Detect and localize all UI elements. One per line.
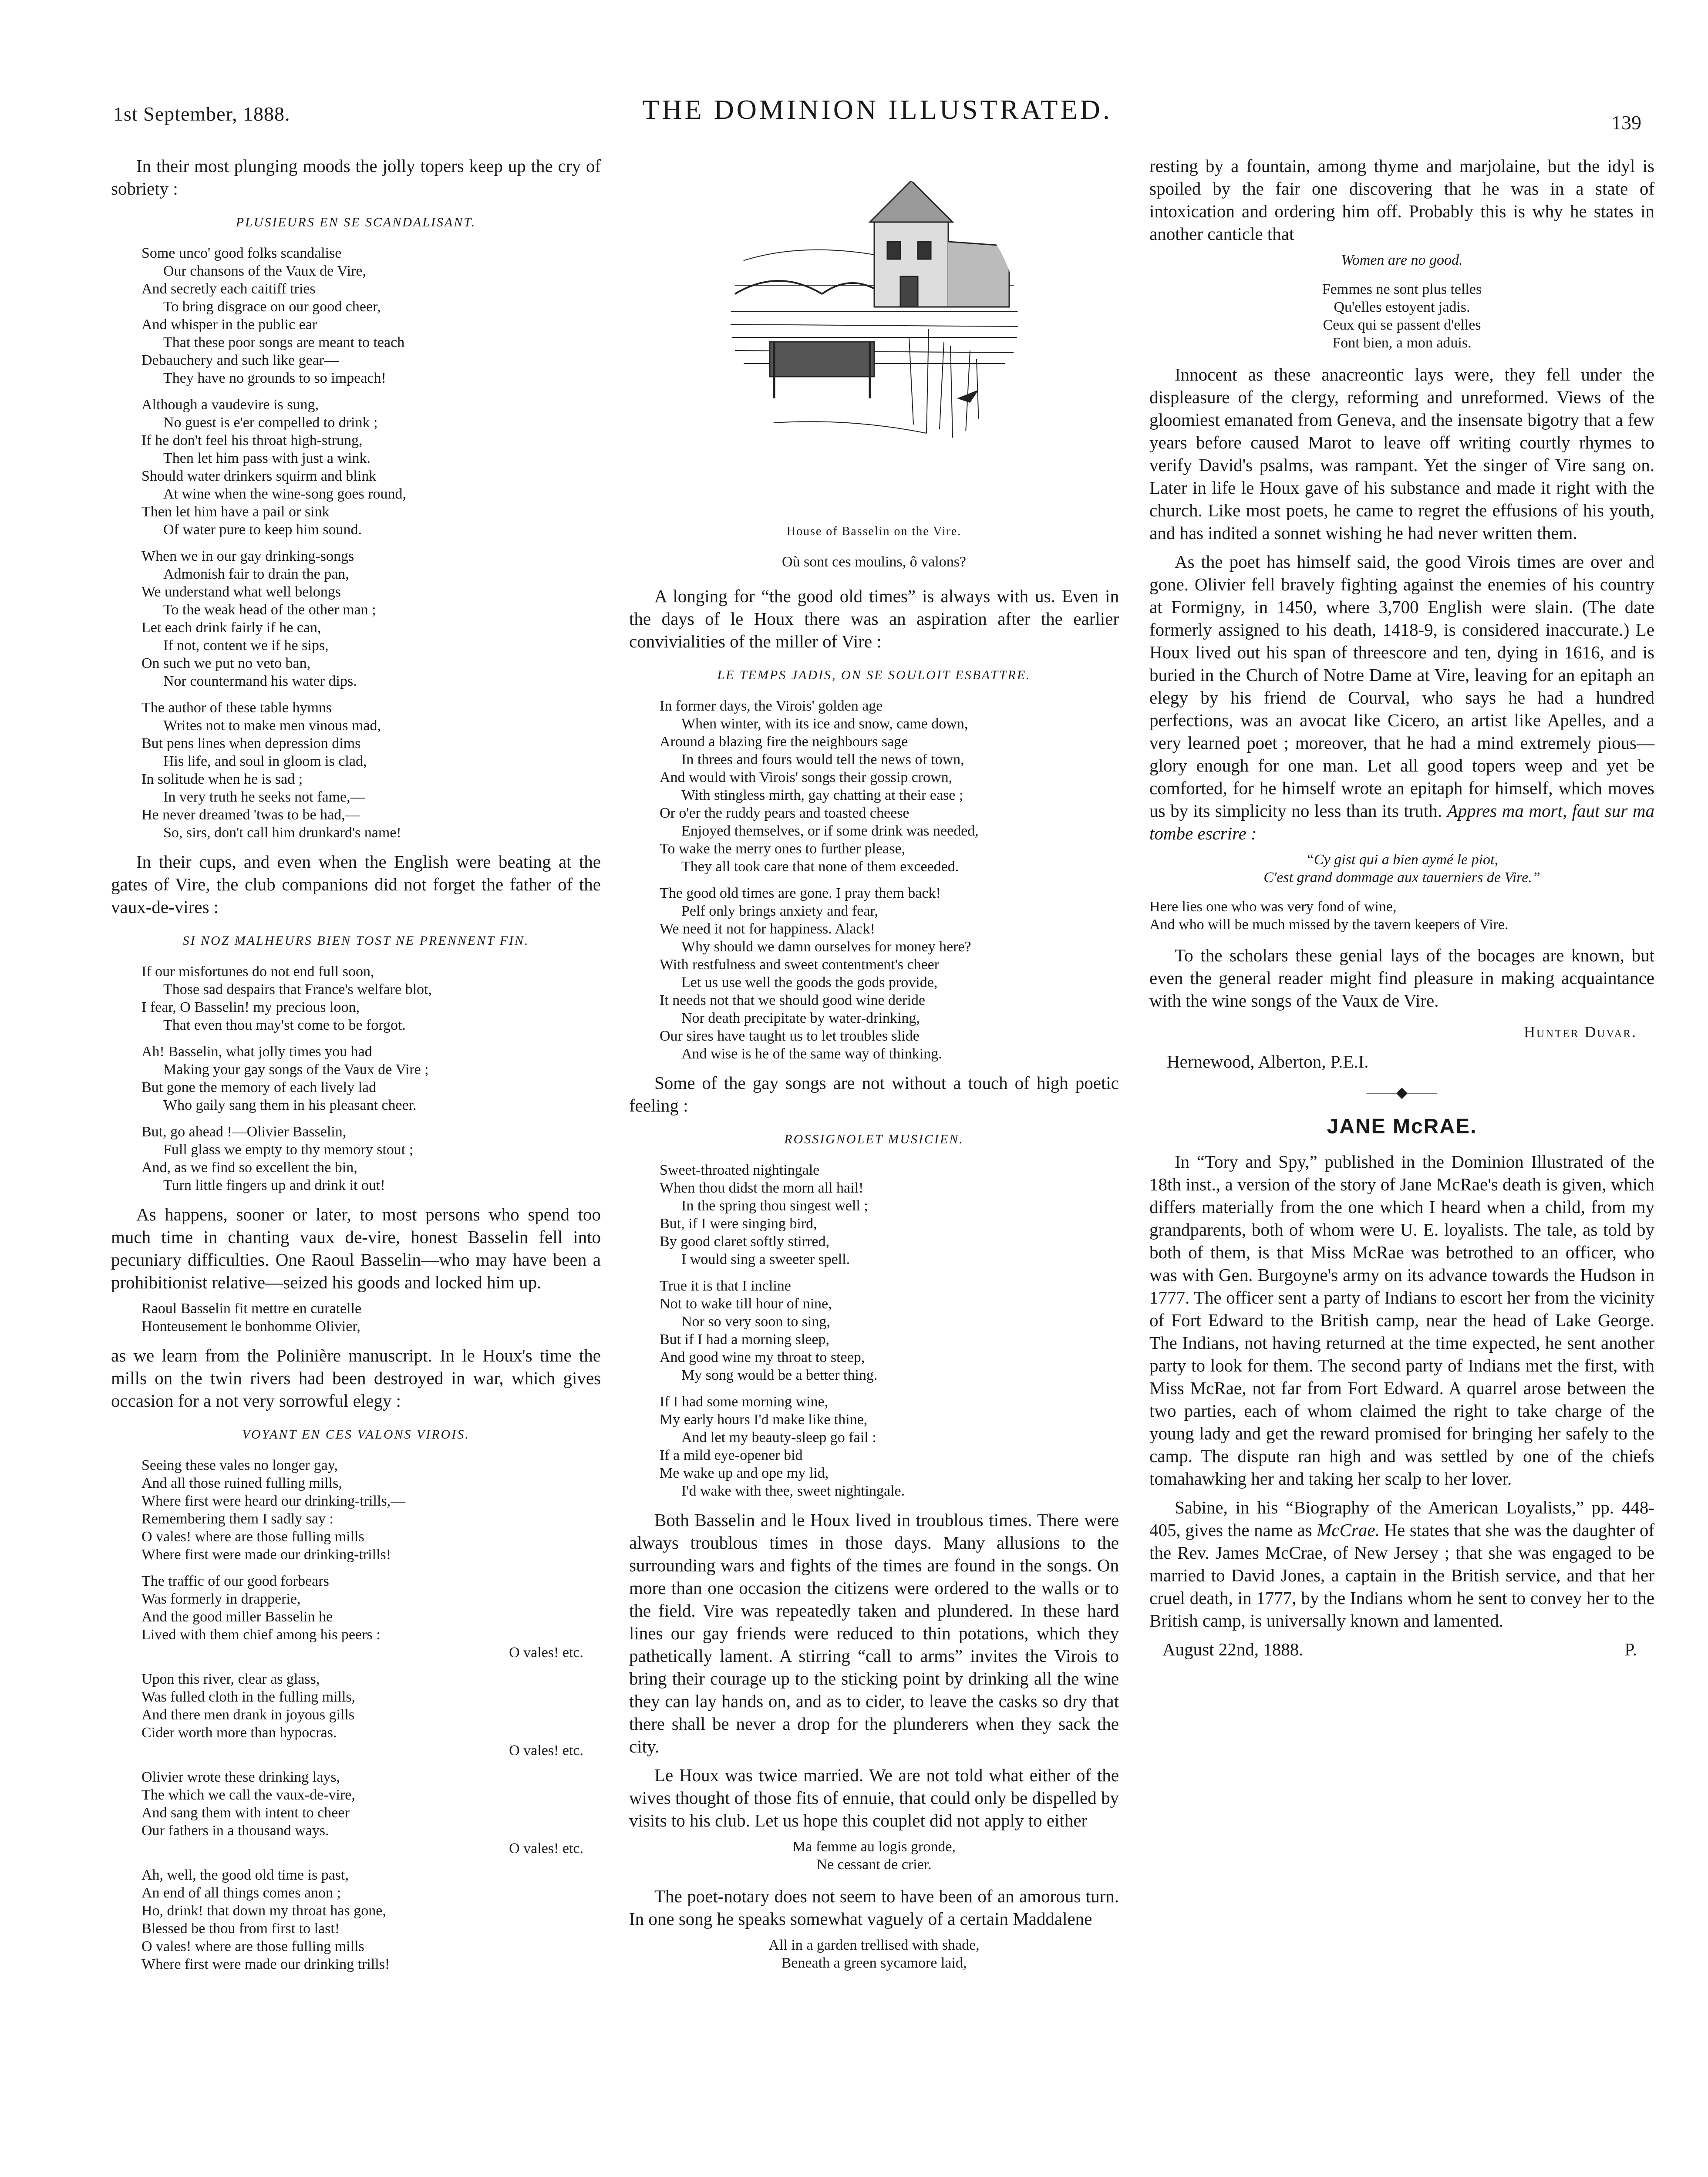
verse-line: Qu'elles estoyent jadis. xyxy=(1334,299,1470,315)
verse-line: That even thou may'st come to be forgot. xyxy=(163,1017,406,1033)
verse-line: Why should we damn ourselves for money here? xyxy=(681,939,971,955)
verse-line: Then let him have a pail or sink xyxy=(141,504,330,520)
verse-line: Remembering them I sadly say : xyxy=(141,1511,334,1527)
verse-line: Our chansons of the Vaux de Vire, xyxy=(163,263,366,279)
verse-line: Of water pure to keep him sound. xyxy=(163,522,362,538)
italic-text: Appres ma mort, faut sur ma tombe escrire : xyxy=(1149,801,1655,843)
verse-line: Let us use well the goods the gods provide, xyxy=(681,974,938,991)
french-couplet xyxy=(629,1838,1119,1874)
letter-footer xyxy=(1162,1638,1637,1661)
verse-line: If a mild eye-opener bid xyxy=(660,1447,803,1463)
paragraph: In their cups, and even when the English were beating at the gates of Vire, the club companions did not forget the father of the vaux-de-vires : xyxy=(111,852,601,917)
verse-line: They have no grounds to so impeach! xyxy=(163,370,386,386)
verse-line: But, if I were singing bird, xyxy=(660,1216,817,1232)
article-title: JANE McRAE. xyxy=(1327,1115,1477,1138)
verse-line: By good claret softly stirred, xyxy=(660,1233,829,1250)
verse-line: I'd wake with thee, sweet nightingale. xyxy=(681,1483,905,1499)
verse-line: Upon this river, clear as glass, xyxy=(141,1671,320,1687)
verse-line: Enjoyed themselves, or if some drink was needed, xyxy=(681,823,979,839)
verse-line: Nor countermand his water dips. xyxy=(163,673,357,689)
verse-line: Where first were heard our drinking-trills,— xyxy=(141,1493,406,1509)
verse-line: And who will be much missed by the tavern keepers of Vire. xyxy=(1149,917,1509,933)
verse-line: The which we call the vaux-de-vire, xyxy=(141,1787,355,1803)
verse-line: An end of all things comes anon ; xyxy=(141,1885,341,1901)
verse-line: Nor so very soon to sing, xyxy=(681,1314,830,1330)
poem xyxy=(111,244,601,842)
verse-line: Where first were made our drinking-trills! xyxy=(141,1547,391,1563)
verse-line: Writes not to make men vinous mad, xyxy=(163,718,381,734)
verse-line: And would with Virois' songs their gossip crown, xyxy=(660,769,953,785)
verse-line: At wine when the wine-song goes round, xyxy=(163,486,407,502)
stanza xyxy=(660,697,1119,876)
stanza xyxy=(141,547,601,690)
verse-line: Ah! Basselin, what jolly times you had xyxy=(141,1044,372,1060)
paragraph-text: Sabine, in his “Biography of the American Loyalists,” pp. 448-405, gives the name as xyxy=(1149,1497,1654,1540)
verse-line: Turn little fingers up and drink it out! xyxy=(163,1177,385,1193)
verse-line: The good old times are gone. I pray them back! xyxy=(660,885,941,901)
paragraph: A longing for “the good old times” is always with us. Even in the days of le Houx there was an aspiration after the earlier convivialities of the miller of Vire : xyxy=(629,586,1119,651)
verse-line: Ho, drink! that down my throat has gone, xyxy=(141,1903,386,1919)
stanza xyxy=(660,1277,1119,1384)
italic-text: McCrae. xyxy=(1317,1520,1380,1540)
verse-line: Ceux qui se passent d'elles xyxy=(1323,317,1481,333)
paragraph-text: He states that she was the daughter of the Rev. James McCrae, of New Jersey ; that she was engaged to be married to David Jones, a captain in the British service, and that her cruel death, in 1777, by the Indians whom he sent to convey her to the British camp, is universally known and lamented. xyxy=(1149,1520,1655,1631)
verse-line: Nor death precipitate by water-drinking, xyxy=(681,1010,920,1026)
verse-line: It needs not that we should good wine deride xyxy=(660,992,925,1008)
paragraph: Some of the gay songs are not without a touch of high poetic feeling : xyxy=(629,1073,1119,1115)
verse-line: Honteusement le bonhomme Olivier, xyxy=(141,1318,360,1335)
verse-line: I fear, O Basselin! my precious loon, xyxy=(141,999,360,1015)
column-3 xyxy=(1149,155,1654,1661)
verse-line: My song would be a better thing. xyxy=(681,1367,878,1383)
verse-line: And wise is he of the same way of thinking. xyxy=(681,1046,942,1062)
verse-line: My early hours I'd make like thine, xyxy=(660,1412,868,1428)
verse-line: Making your gay songs of the Vaux de Vire ; xyxy=(163,1062,429,1078)
stanza xyxy=(141,963,601,1034)
verse-couplet xyxy=(629,1936,1119,1972)
verse-line: In former days, the Virois' golden age xyxy=(660,698,883,714)
verse-line: So, sirs, don't call him drunkard's name! xyxy=(163,825,401,841)
verse-line: Our fathers in a thousand ways. xyxy=(141,1823,329,1839)
verse-line: Debauchery and such like gear— xyxy=(141,352,339,368)
verse-line: And good wine my throat to steep, xyxy=(660,1349,865,1365)
verse-line: To bring disgrace on our good cheer, xyxy=(163,299,381,315)
verse-line: But gone the memory of each lively lad xyxy=(141,1079,377,1095)
stanza xyxy=(141,1123,601,1194)
verse-line: But if I had a morning sleep, xyxy=(660,1331,829,1348)
paragraph: Both Basselin and le Houx lived in troublous times. There were always troublous times in those days. Many allusions to the surrounding wars and fights of the times are found in the songs. On more than one occasion the citizens were ordered to the walls or to the field. Vire was repeatedly taken and plundered. In these hard lines our gay friends were reduced to thin potations, which they pathetically lament. A stirring “call to arms” invites the Virois to bring their courage up to the sticking point by drinking all the wine they can lay hands on, and as to cider, to leave the casks so dry that there shall be never a drop for the plunderers when they sack the city. xyxy=(629,1510,1119,1756)
verse-line: I would sing a sweeter spell. xyxy=(681,1251,850,1267)
poem-title: LE TEMPS JADIS, ON SE SOULOIT ESBATTRE. xyxy=(717,668,1031,682)
verse-line: When thou didst the morn all hail! xyxy=(660,1180,864,1196)
verse-line: To the weak head of the other man ; xyxy=(163,602,376,618)
verse-line: In the spring thou singest well ; xyxy=(681,1198,868,1214)
verse-line: We understand what well belongs xyxy=(141,584,341,600)
letter-date: August 22nd, 1888. xyxy=(1162,1639,1304,1659)
verse-line: But pens lines when depression dims xyxy=(141,735,361,752)
verse-line: That these poor songs are meant to teach xyxy=(163,334,405,350)
verse-line: Was formerly in drapperie, xyxy=(141,1591,301,1607)
verse-line: And let my beauty-sleep go fail : xyxy=(681,1429,876,1446)
verse-line: Some unco' good folks scandalise xyxy=(141,245,342,261)
verse-line: Our sires have taught us to let troubles slide xyxy=(660,1028,920,1044)
paragraph: Innocent as these anacreontic lays were, they fell under the displeasure of the clergy, reforming and unreformed. Views of the gloomiest emanated from Geneva, and the insensate bigotry that a few years before caused Marot to leave off writing courtly rhymes to verify David's psalms, was rampant. Yet the singer of Vire sang on. Later in life le Houx gave of his substance and made it right with the church. Like most poets, he came to regret the effusions of his youth, and has indited a sonnet wishing he had never written them. xyxy=(1149,364,1654,543)
verse-line: If I had some morning wine, xyxy=(660,1394,829,1410)
verse-line: And, as we find so excellent the bin, xyxy=(141,1159,357,1176)
paragraph: To the scholars these genial lays of the bocages are known, but even the general reader might find pleasure in making acquaintance with the wine songs of the Vaux de Vire. xyxy=(1149,945,1654,1011)
paragraph: In “Tory and Spy,” published in the Dominion Illustrated of the 18th inst., a version of the story of Jane McRae's death is given, which differs materially from the one which I heard when a child, from my grandparents, both of whom were U. E. loyalists. The tale, as told by both of them, is that Miss McRae was betrothed to an officer, who was with Gen. Burgoyne's army on its advance towards the Hudson in 1777. The officer sent a party of Indians to escort her from the vicinity of Fort Edward to the British camp, near the head of Lake George. The Indians, not having returned at the time expected, he sent another party to look for them. The second party of Indians met the first, with Miss McRae, not far from Fort Edward. A quarrel arose between the two parties, each of whom claimed the right to take charge of the young lady and get the reward promised for bringing her safely to the camp. The dispute ran high and was settled by one of the chiefs tomahawking her and taking her scalp to her lover. xyxy=(1149,1152,1654,1489)
header-date: 1st September, 1888. xyxy=(113,103,290,125)
verse-line: The author of these table hymns xyxy=(141,700,332,716)
poem-title: ROSSIGNOLET MUSICIEN. xyxy=(784,1132,964,1146)
paragraph: The poet-notary does not seem to have been of an amorous turn. In one song he speaks somewhat vaguely of a certain Maddalene xyxy=(629,1886,1119,1929)
verse-line: Those sad despairs that France's welfare blot, xyxy=(163,981,432,998)
verse-line: No guest is e'er compelled to drink ; xyxy=(163,415,378,431)
verse-line: If he don't feel his throat high-strung, xyxy=(141,432,363,448)
paragraph: In their most plunging moods the jolly topers keep up the cry of sobriety : xyxy=(111,156,601,199)
verse-line: Femmes ne sont plus telles xyxy=(1322,281,1482,297)
verse-line: O vales! etc. xyxy=(509,1645,583,1661)
french-couplet xyxy=(141,1300,601,1335)
page-number: 139 xyxy=(1611,111,1641,134)
paragraph: As happens, sooner or later, to most persons who spend too much time in chanting vaux de-vire, honest Basselin fell into pecuniary difficulties. One Raoul Basselin—who may have been a prohibitionist relative—seized his goods and locked him up. xyxy=(111,1204,601,1292)
verse-line: Although a vaudevire is sung, xyxy=(141,397,319,413)
verse-line: Ma femme au logis gronde, xyxy=(792,1839,956,1855)
verse-line: O vales! where are those fulling mills xyxy=(141,1938,364,1955)
verse-line: C'est grand dommage aux tauerniers de Vire.” xyxy=(1263,869,1540,886)
paragraph xyxy=(1149,1496,1654,1632)
author-location: Hernewood, Alberton, P.E.I. xyxy=(1167,1051,1369,1072)
epitaph xyxy=(1149,851,1654,886)
engraving-illustration xyxy=(709,155,1040,512)
stanza xyxy=(660,884,1119,1063)
verse-line: Was fulled cloth in the fulling mills, xyxy=(141,1689,356,1705)
verse-line: If not, content we if he sips, xyxy=(163,637,329,654)
verse-line: Should water drinkers squirm and blink xyxy=(141,468,377,484)
stanza xyxy=(141,1043,601,1114)
paragraph-text: As the poet has himself said, the good Virois times are over and gone. Olivier fell bravely fighting against the enemies of his country at Formigny, in 1450, where 3,700 English were slain. (The date formerly assigned to his death, 1418-9, is considered inaccurate.) Le Houx lived out his span of threescore and ten, dying in 1616, and is buried in the Church of Notre Dame at Vire, leaving for an epitaph an elegy by his friend de Courval, who says he had a hundred perfections, was an avocat like Cicero, an artist like Apelles, and a very learned poet ; moreover, that he had a mind extremely pious—glory enough for one man. Let all good topers weep and yet be comforted, for he himself wrote an epitaph for himself, which moves us by its simplicity no less than its truth. xyxy=(1149,552,1654,821)
verse-line: His life, and soul in gloom is clad, xyxy=(163,753,367,769)
verse-line: With stingless mirth, gay chatting at their ease ; xyxy=(681,787,963,803)
verse-line: And the good miller Basselin he xyxy=(141,1609,333,1625)
poem xyxy=(111,963,601,1194)
epitaph-translation xyxy=(1149,898,1654,933)
stanza xyxy=(141,699,601,842)
verse-line: Where first were made our drinking trills! xyxy=(141,1956,390,1972)
verse-line: Or o'er the ruddy pears and toasted cheese xyxy=(660,805,910,821)
column-1 xyxy=(111,155,601,1982)
verse-line: Raoul Basselin fit mettre en curatelle xyxy=(141,1301,362,1317)
stanza xyxy=(660,1393,1119,1500)
verse-line: Me wake up and ope my lid, xyxy=(660,1465,829,1481)
verse-line: O vales! where are those fulling mills xyxy=(141,1529,364,1545)
verse-line: In very truth he seeks not fame,— xyxy=(163,789,365,805)
verse-line: When we in our gay drinking-songs xyxy=(141,548,354,564)
verse-line: The traffic of our good forbears xyxy=(141,1573,329,1589)
verse-line: And whisper in the public ear xyxy=(141,317,317,333)
letter-initial: P. xyxy=(1624,1639,1637,1659)
verse-line: And all those ruined fulling mills, xyxy=(141,1475,342,1491)
stanza xyxy=(141,1866,601,1973)
poem-title: VOYANT EN CES VALONS VIROIS. xyxy=(242,1427,470,1442)
section-divider: ——◆—— xyxy=(1366,1085,1438,1101)
verse-line: When winter, with its ice and snow, came down, xyxy=(681,716,968,732)
verse-line: Full glass we empty to thy memory stout ; xyxy=(163,1142,414,1158)
verse-line: Here lies one who was very fond of wine, xyxy=(1149,899,1397,915)
verse-line: If our misfortunes do not end full soon, xyxy=(141,964,374,980)
page-header xyxy=(113,94,1641,142)
poem xyxy=(629,697,1119,1063)
verse-line: Sweet-throated nightingale xyxy=(660,1162,820,1178)
verse-line: Around a blazing fire the neighbours sage xyxy=(660,734,908,750)
verse-line: Lived with them chief among his peers : xyxy=(141,1627,381,1643)
verse-line: Then let him pass with just a wink. xyxy=(163,450,371,466)
verse-line: He never dreamed 'twas to be had,— xyxy=(141,807,360,823)
verse-line: Ah, well, the good old time is past, xyxy=(141,1867,349,1883)
poem xyxy=(111,1456,601,1973)
verse-line: O vales! etc. xyxy=(509,1742,583,1759)
figure-subcaption: Où sont ces moulins, ô valons? xyxy=(782,554,967,570)
paragraph: resting by a fountain, among thyme and marjolaine, but the idyl is spoiled by the fair one discovering that he was in a state of intoxication and ordering him off. Probably this is why he states in another canticle that xyxy=(1149,156,1654,244)
verse-line: All in a garden trellised with shade, xyxy=(768,1937,980,1953)
verse-line: Beneath a green sycamore laid, xyxy=(781,1955,967,1971)
verse-line: Admonish fair to drain the pan, xyxy=(163,566,349,582)
paragraph: as we learn from the Polinière manuscript. In le Houx's time the mills on the twin rivers had been destroyed in war, which gives occasion for a not very sorrowful elegy : xyxy=(111,1345,601,1411)
figure-caption: House of Basselin on the Vire. xyxy=(786,525,962,538)
stanza xyxy=(141,244,601,387)
verse-line: “Cy gist qui a bien aymé le piot, xyxy=(1306,852,1498,868)
verse-line: Cider worth more than hypocras. xyxy=(141,1725,337,1741)
verse-line: And secretly each caitiff tries xyxy=(141,281,316,297)
verse-line: Who gaily sang them in his pleasant cheer. xyxy=(163,1097,417,1113)
verse-line: Not to wake till hour of nine, xyxy=(660,1296,832,1312)
verse-line: To wake the merry ones to further please, xyxy=(660,841,906,857)
verse-line: They all took care that none of them exceeded. xyxy=(681,859,959,875)
poem xyxy=(629,1161,1119,1500)
column-2 xyxy=(629,155,1119,1983)
verse-line: In solitude when he is sad ; xyxy=(141,771,303,787)
french-stanza xyxy=(1149,280,1654,352)
verse-line: True it is that I incline xyxy=(660,1278,791,1294)
masthead-title: THE DOMINION ILLUSTRATED. xyxy=(642,94,1112,125)
stanza xyxy=(141,1572,601,1661)
verse-line: But, go ahead !—Olivier Basselin, xyxy=(141,1124,347,1140)
stanza xyxy=(141,1768,601,1857)
verse-line: With restfulness and sweet contentment's cheer xyxy=(660,957,940,973)
verse-line: O vales! etc. xyxy=(509,1840,583,1857)
stanza xyxy=(141,396,601,539)
stanza xyxy=(141,1670,601,1759)
stanza xyxy=(660,1161,1119,1268)
verse-line: In threes and fours would tell the news of town, xyxy=(681,752,964,768)
verse-line: Let each drink fairly if he can, xyxy=(141,620,321,636)
stanza xyxy=(141,1456,601,1564)
poem-title: SI NOZ MALHEURS BIEN TOST NE PRENNENT FIN. xyxy=(182,933,529,948)
subheading: Women are no good. xyxy=(1341,252,1463,268)
author-signature: Hunter Duvar. xyxy=(1524,1023,1637,1041)
verse-line: Font bien, a mon aduis. xyxy=(1332,335,1472,351)
verse-line: Seeing these vales no longer gay, xyxy=(141,1457,338,1473)
verse-line: Blessed be thou from first to last! xyxy=(141,1921,340,1937)
poem-title: PLUSIEURS EN SE SCANDALISANT. xyxy=(236,215,476,229)
verse-line: Olivier wrote these drinking lays, xyxy=(141,1769,340,1785)
verse-line: And there men drank in joyous gills xyxy=(141,1707,355,1723)
verse-line: On such we put no veto ban, xyxy=(141,655,311,671)
paragraph: Le Houx was twice married. We are not told what either of the wives thought of those fits of ennuie, that could only be dispelled by visits to his club. Let us hope this couplet did not apply to either xyxy=(629,1765,1119,1830)
verse-line: Ne cessant de crier. xyxy=(816,1857,932,1873)
verse-line: Pelf only brings anxiety and fear, xyxy=(681,903,878,919)
verse-line: We need it not for happiness. Alack! xyxy=(660,921,875,937)
paragraph xyxy=(1149,550,1654,845)
verse-line: And sang them with intent to cheer xyxy=(141,1805,350,1821)
